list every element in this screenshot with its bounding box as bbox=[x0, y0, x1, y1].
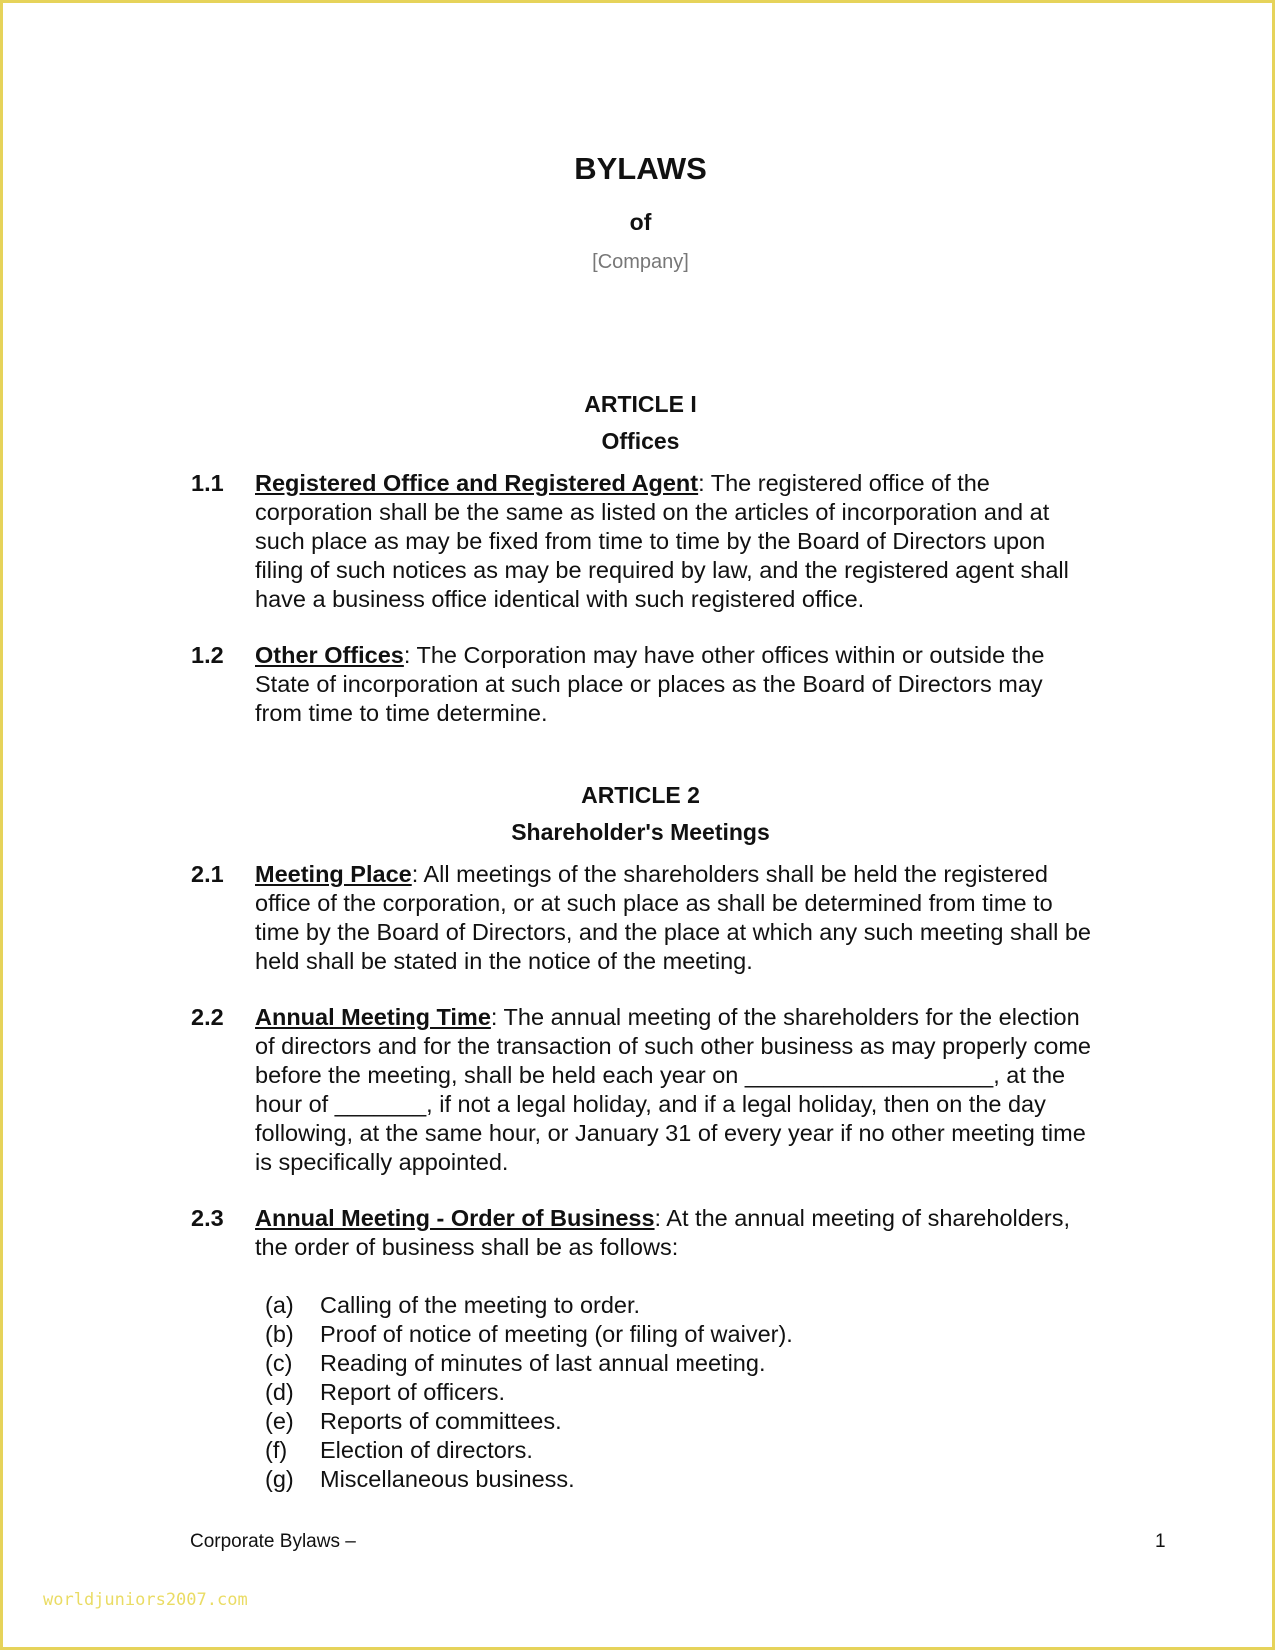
document-of: of bbox=[629, 209, 652, 235]
list-marker: (f) bbox=[265, 1437, 288, 1463]
section-text: : All meetings of the shareholders shall be held the registered office of the corporation, or at such place as shall be determined from time to time by the Board of Directors, and the place at which any such meeting shall be held shall be stated in the notice of the meeting. bbox=[255, 861, 1092, 974]
section-heading: Annual Meeting Time bbox=[255, 1004, 491, 1030]
list-item bbox=[265, 1291, 793, 1320]
section-body bbox=[255, 1204, 1091, 1262]
section-2-1 bbox=[191, 860, 1091, 976]
section-body bbox=[255, 860, 1091, 976]
section-number: 2.3 bbox=[191, 1205, 224, 1231]
section-body bbox=[255, 1003, 1091, 1177]
section-heading: Meeting Place bbox=[255, 861, 412, 887]
section-heading: Annual Meeting - Order of Business bbox=[255, 1205, 655, 1231]
section-body bbox=[255, 469, 1091, 614]
list-text: Election of directors. bbox=[320, 1437, 533, 1463]
list-marker: (g) bbox=[265, 1466, 294, 1492]
section-body bbox=[255, 641, 1091, 728]
section-1-2 bbox=[191, 641, 1091, 728]
list-marker: (c) bbox=[265, 1350, 293, 1376]
list-text: Report of officers. bbox=[320, 1379, 506, 1405]
section-number: 1.2 bbox=[191, 642, 224, 668]
article-2-heading: ARTICLE 2 bbox=[581, 782, 700, 808]
section-1-1 bbox=[191, 469, 1091, 614]
company-placeholder: [Company] bbox=[592, 251, 689, 273]
section-2-3 bbox=[191, 1204, 1091, 1262]
section-2-2 bbox=[191, 1003, 1091, 1177]
document-title: BYLAWS bbox=[574, 151, 707, 186]
list-item bbox=[265, 1407, 793, 1436]
section-heading: Registered Office and Registered Agent bbox=[255, 470, 699, 496]
list-item bbox=[265, 1378, 793, 1407]
list-item bbox=[265, 1465, 793, 1494]
list-marker: (b) bbox=[265, 1321, 294, 1347]
article-1-heading: ARTICLE I bbox=[584, 391, 697, 417]
list-marker: (d) bbox=[265, 1379, 294, 1405]
section-number: 1.1 bbox=[191, 470, 224, 496]
section-text: : The annual meeting of the shareholders for the election of directors and for the transaction of such other business as may properly come before the meeting, shall be held each year on ___________________, at the hour of _______, if not a legal holiday, and if a legal holiday, then on the day following, at the same hour, or January 31 of every year if no other meeting time is specifically appointed. bbox=[255, 1004, 1091, 1175]
list-text: Proof of notice of meeting (or filing of waiver). bbox=[320, 1321, 793, 1347]
article-1-subheading: Offices bbox=[601, 428, 680, 454]
list-text: Miscellaneous business. bbox=[320, 1466, 575, 1492]
section-text: : At the annual meeting of shareholders, the order of business shall be as follows: bbox=[255, 1205, 1070, 1260]
list-text: Reading of minutes of last annual meeting. bbox=[320, 1350, 766, 1376]
section-text: : The registered office of the corporation shall be the same as listed on the articles of incorporation and at such place as may be fixed from time to time by the Board of Directors upon filing of such notices as may be required by law, and the registered agent shall have a business office identical with such registered office. bbox=[255, 470, 1069, 612]
order-of-business-list bbox=[265, 1291, 793, 1494]
list-item bbox=[265, 1436, 793, 1465]
article-2-subheading: Shareholder's Meetings bbox=[511, 819, 770, 845]
list-item bbox=[265, 1349, 793, 1378]
section-heading: Other Offices bbox=[255, 642, 404, 668]
list-text: Reports of committees. bbox=[320, 1408, 562, 1434]
list-text: Calling of the meeting to order. bbox=[320, 1292, 641, 1318]
list-item bbox=[265, 1320, 793, 1349]
watermark-text: worldjuniors2007.com bbox=[43, 1590, 248, 1610]
section-text: : The Corporation may have other offices within or outside the State of incorporation at such place or places as the Board of Directors may from time to time determine. bbox=[255, 642, 1045, 726]
section-number: 2.1 bbox=[191, 861, 224, 887]
footer-document-name: Corporate Bylaws – bbox=[190, 1531, 356, 1552]
section-number: 2.2 bbox=[191, 1004, 224, 1030]
list-marker: (a) bbox=[265, 1292, 294, 1318]
list-marker: (e) bbox=[265, 1408, 294, 1434]
footer-page-number: 1 bbox=[1155, 1531, 1166, 1552]
